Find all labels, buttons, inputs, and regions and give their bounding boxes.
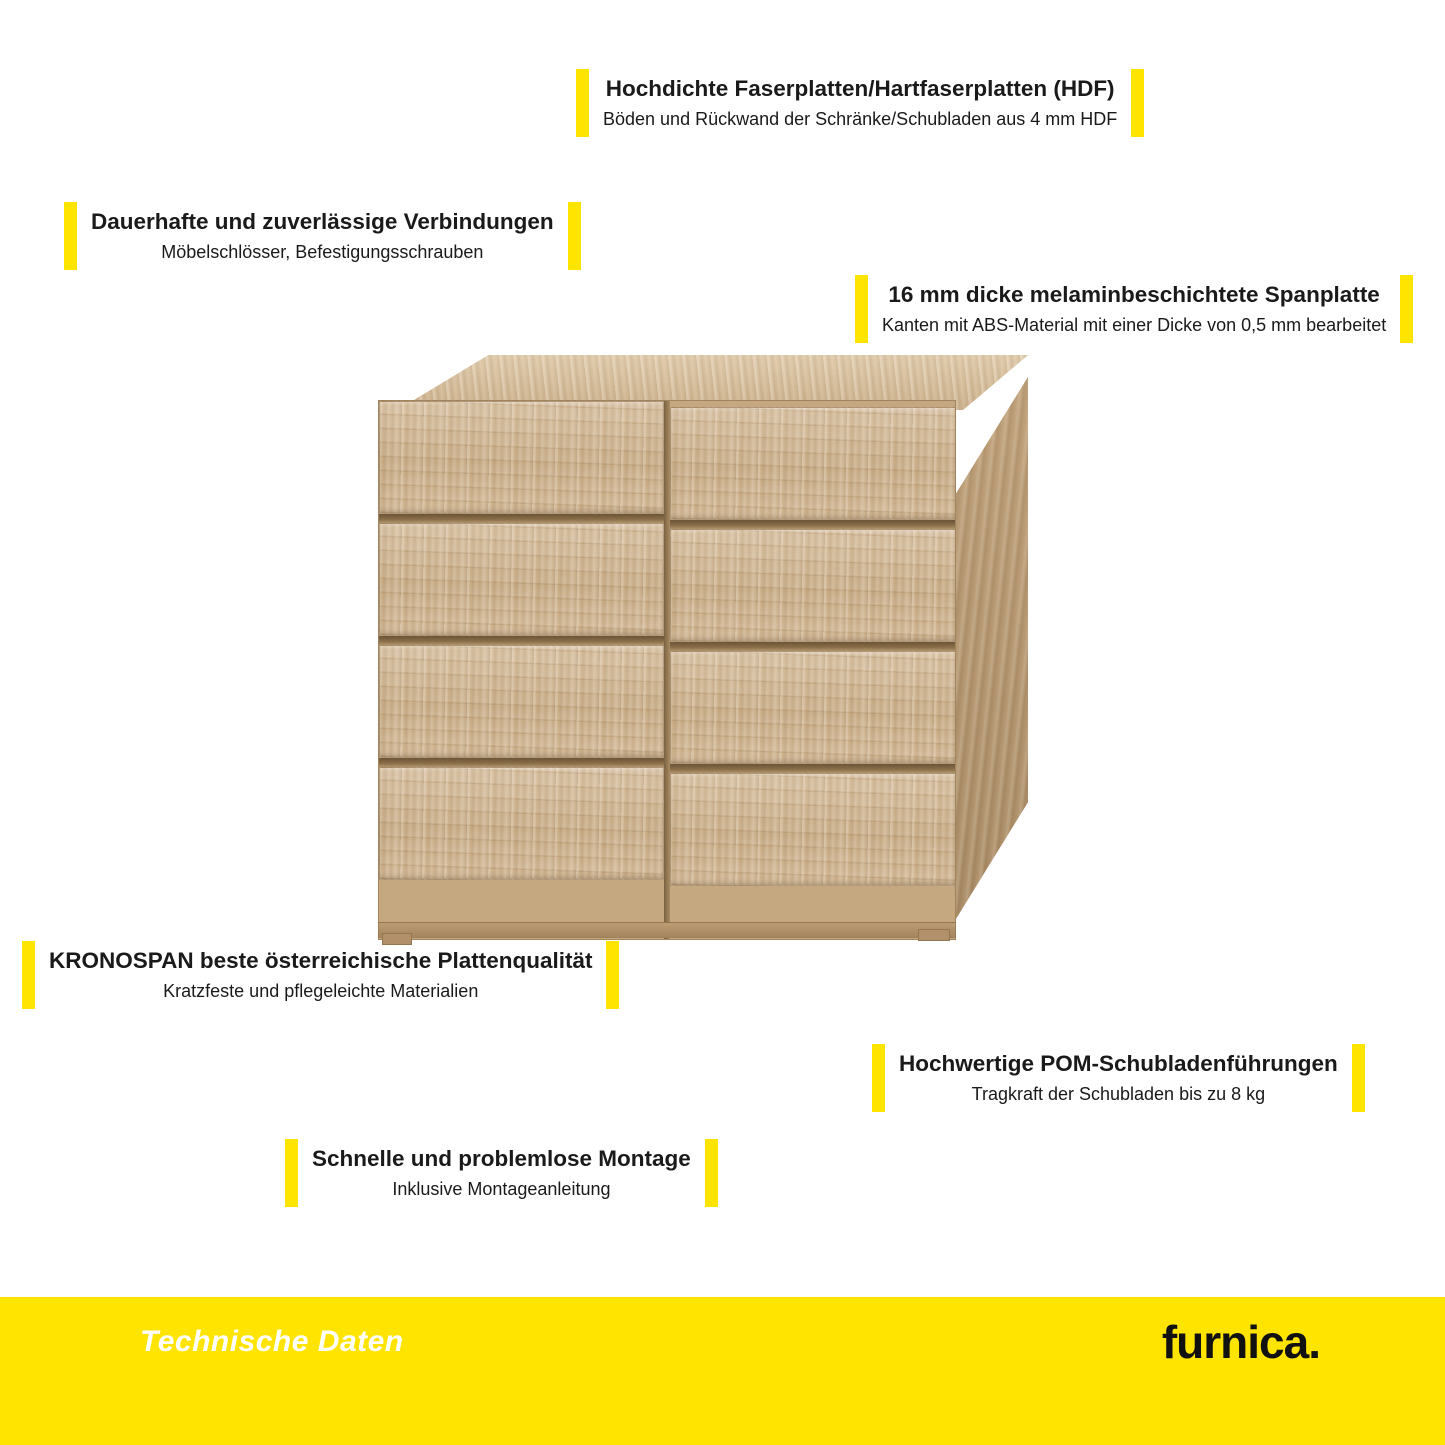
drawer-front — [379, 767, 664, 880]
drawer-gap — [670, 642, 956, 651]
accent-bar-right — [1352, 1044, 1365, 1112]
technical-data-label: Technische Daten — [140, 1325, 404, 1358]
dresser-front — [378, 400, 956, 940]
drawer-front — [670, 651, 956, 764]
feature-title: Hochdichte Faserplatten/Hartfaserplatten (HDF) — [605, 75, 1115, 101]
feature-title: 16 mm dicke melaminbeschichtete Spanplatte — [888, 281, 1380, 307]
dresser-plinth — [378, 922, 956, 938]
feature-callout-connections — [64, 202, 581, 270]
accent-bar-right — [705, 1139, 718, 1207]
drawer-gap — [379, 758, 664, 767]
feature-callout-kronospan — [22, 941, 619, 1009]
feature-subtitle: Kanten mit ABS-Material mit einer Dicke von 0,5 mm bearbeitet — [882, 314, 1387, 335]
dresser-leg — [918, 929, 950, 941]
accent-bar-left — [872, 1044, 885, 1112]
feature-subtitle: Inklusive Montageanleitung — [392, 1178, 611, 1199]
accent-bar-left — [576, 69, 589, 137]
accent-bar-left — [855, 275, 868, 343]
brand-logo: furnica. — [1161, 1316, 1320, 1368]
feature-title: KRONOSPAN beste österreichische Plattenqualität — [49, 947, 593, 973]
accent-bar-left — [285, 1139, 298, 1207]
accent-bar-left — [22, 941, 35, 1009]
drawer-front — [670, 773, 956, 886]
column-divider — [664, 401, 670, 939]
drawer-gap — [379, 514, 664, 523]
drawer-gap — [379, 636, 664, 645]
accent-bar-right — [1131, 69, 1144, 137]
accent-bar-right — [606, 941, 619, 1009]
accent-bar-left — [64, 202, 77, 270]
drawer-front — [670, 407, 956, 520]
feature-subtitle: Böden und Rückwand der Schränke/Schubladen aus 4 mm HDF — [603, 108, 1118, 129]
feature-title: Schnelle und problemlose Montage — [312, 1145, 691, 1171]
drawer-front — [379, 401, 664, 514]
feature-callout-hdf — [576, 69, 1144, 137]
drawer-front — [379, 523, 664, 636]
feature-subtitle: Tragkraft der Schubladen bis zu 8 kg — [971, 1083, 1266, 1104]
feature-callout-assembly — [285, 1139, 718, 1207]
footer-band — [0, 1297, 1445, 1445]
feature-callout-pom-slides — [872, 1044, 1365, 1112]
accent-bar-right — [568, 202, 581, 270]
feature-title: Dauerhafte und zuverlässige Verbindungen — [91, 208, 554, 234]
feature-title: Hochwertige POM-Schubladenführungen — [899, 1050, 1338, 1076]
feature-callout-chipboard — [855, 275, 1413, 343]
drawer-gap — [670, 764, 956, 773]
feature-subtitle: Möbelschlösser, Befestigungsschrauben — [161, 241, 484, 262]
dresser-side-panel — [954, 377, 1028, 922]
feature-subtitle: Kratzfeste und pflegeleichte Materialien — [163, 980, 479, 1001]
dresser-leg — [382, 933, 412, 945]
accent-bar-right — [1400, 275, 1413, 343]
drawer-front — [379, 645, 664, 758]
drawer-gap — [670, 520, 956, 529]
product-image-dresser — [370, 355, 1035, 950]
drawer-front — [670, 529, 956, 642]
